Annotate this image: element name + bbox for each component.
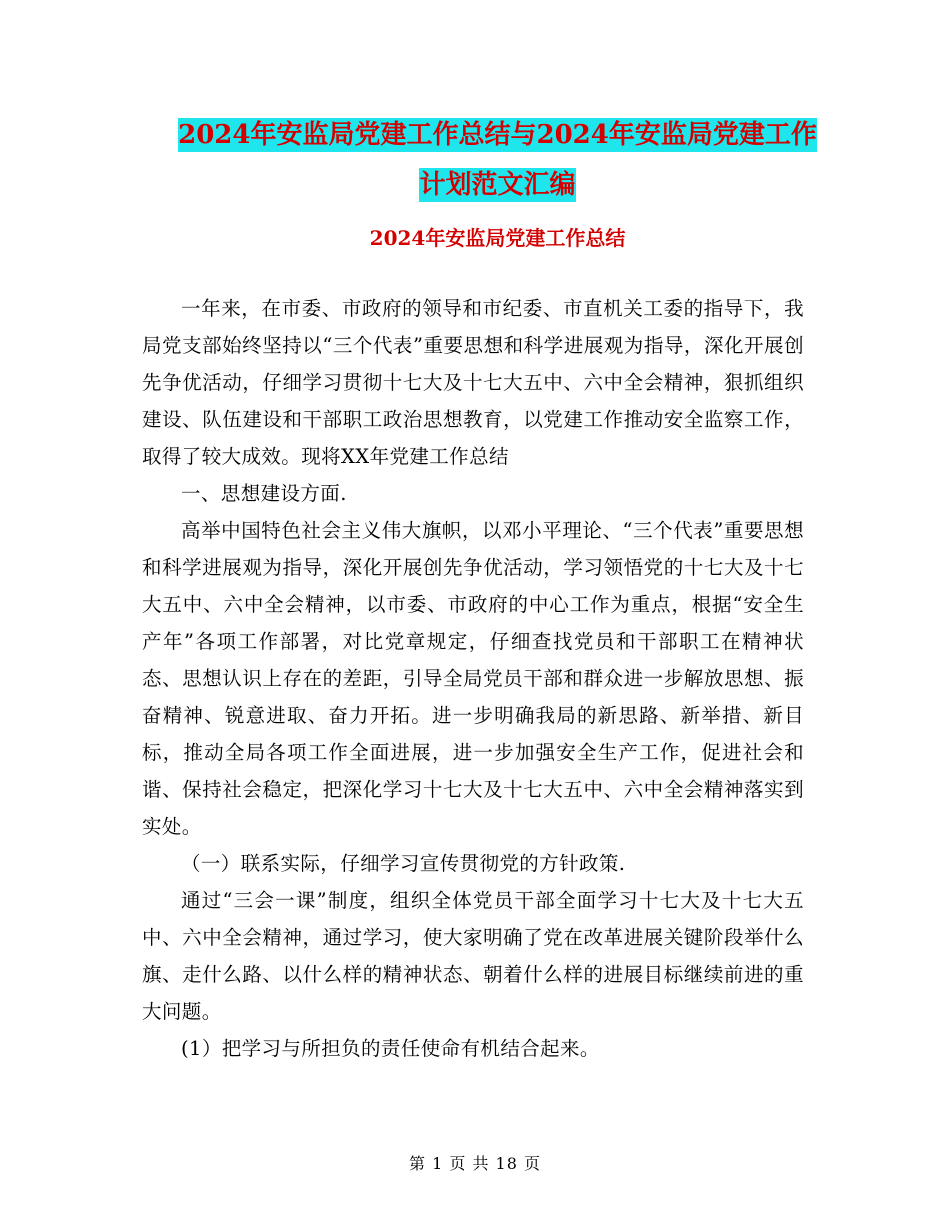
paragraph-intro: 一年来，在市委、市政府的领导和市纪委、市直机关工委的指导下，我局党支部始终坚持以“三个代表”重要思想和科学进展观为指导，深化开展创先争优活动，仔细学习贯彻十七大及十七大五中、六中全会精神，狠抓组织建设、队伍建设和干部职工政治思想教育，以党建工作推动安全监察工作，取得了较大成效。现将XX年党建工作总结: [142, 297, 804, 468]
paragraph-study-policy: 通过“三会一课”制度，组织全体党员干部全面学习十七大及十七大五中、六中全会精神，通过学习，使大家明确了党在改革进展关键阶段举什么旗、走什么路、以什么样的精神状态、朝着什么样的进展目标继续前进的重大问题。: [142, 889, 804, 1023]
paragraph-ideology-building: 高举中国特色社会主义伟大旗帜，以邓小平理论、“三个代表”重要思想和科学进展观为指导，深化开展创先争优活动，学习领悟党的十七大及十七大五中、六中全会精神，以市委、市政府的中心工作为重点，根据“安全生产年”各项工作部署，对比党章规定，仔细查找党员和干部职工在精神状态、思想认识上存在的差距，引导全局党员干部和群众进一步解放思想、振奋精神、锐意进取、奋力开拓。进一步明确我局的新思路、新举措、新目标，推动全局各项工作全面进展，进一步加强安全生产工作，促进社会和谐、保持社会稳定，把深化学习十七大及十七大五中、六中全会精神落实到实处。: [142, 519, 804, 838]
subheading-study-policy: （一）联系实际，仔细学习宣传贯彻党的方针政策.: [181, 852, 626, 875]
document-body: [142, 290, 804, 1067]
list-item-1: (1）把学习与所担负的责任使命有机结合起来。: [181, 1037, 600, 1060]
document-title-line-2: 计划范文汇编: [419, 170, 576, 200]
document-title-line-1: 2024年安监局党建工作总结与2024年安监局党建工作: [178, 120, 817, 150]
section-title: 2024年安监局党建工作总结: [369, 226, 626, 250]
page-footer: 第 1 页 共 18 页: [409, 1154, 541, 1173]
document-title: [140, 110, 855, 210]
heading-ideology-building: 一、思想建设方面.: [181, 482, 347, 505]
